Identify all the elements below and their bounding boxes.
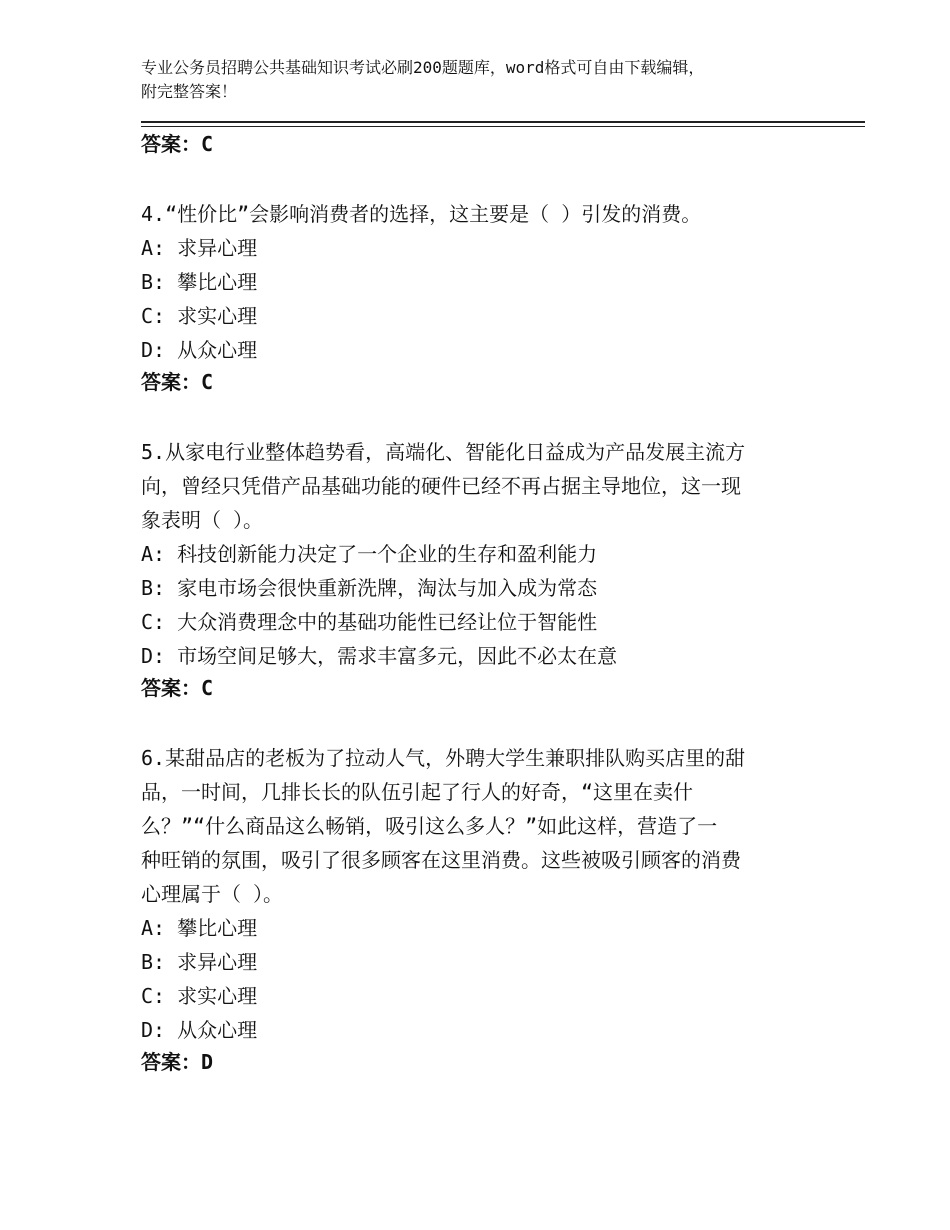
- header-rule-thick: [141, 121, 865, 123]
- option-letter: A:: [141, 542, 166, 566]
- question-stem-line: 心理属于（ ）。: [141, 882, 284, 906]
- question-answer: 答案：C: [141, 370, 214, 394]
- option-text: 家电市场会很快重新洗牌，淘汰与加入成为常态: [177, 576, 598, 600]
- question-stem-line: 向，曾经只凭借产品基础功能的硬件已经不再占据主导地位，这一现: [141, 474, 741, 498]
- option-text: 求异心理: [177, 950, 258, 974]
- option-b: [141, 945, 821, 979]
- option-text: 大众消费理念中的基础功能性已经让位于智能性: [177, 610, 598, 634]
- option-d: [141, 639, 821, 673]
- header-line-1: 专业公务员招聘公共基础知识考试必刷200题题库，word格式可自由下载编辑，: [141, 58, 705, 77]
- option-text: 求异心理: [177, 236, 258, 260]
- page-header: [141, 56, 841, 104]
- question-answer: 答案：D: [141, 1050, 214, 1074]
- option-text: 从众心理: [177, 1018, 258, 1042]
- option-b: [141, 571, 821, 605]
- option-text: 求实心理: [177, 304, 258, 328]
- question-stem-line: 4.“性价比”会影响消费者的选择，这主要是（ ）引发的消费。: [141, 202, 702, 226]
- option-text: 求实心理: [177, 984, 258, 1008]
- question-stem-line: 5.从家电行业整体趋势看，高端化、智能化日益成为产品发展主流方: [141, 440, 746, 464]
- option-text: 从众心理: [177, 338, 258, 362]
- option-letter: D:: [141, 338, 166, 362]
- option-a: [141, 231, 821, 265]
- option-text: 市场空间足够大，需求丰富多元，因此不必太在意: [177, 644, 618, 668]
- option-text: 科技创新能力决定了一个企业的生存和盈利能力: [177, 542, 598, 566]
- option-letter: C:: [141, 304, 166, 328]
- option-c: [141, 605, 821, 639]
- option-letter: A:: [141, 236, 166, 260]
- option-text: 攀比心理: [177, 916, 258, 940]
- question-stem-line: 象表明（ ）。: [141, 508, 264, 532]
- question-stem-line: 种旺销的氛围，吸引了很多顾客在这里消费。这些被吸引顾客的消费: [141, 848, 741, 872]
- option-letter: B:: [141, 950, 166, 974]
- option-letter: A:: [141, 916, 166, 940]
- option-c: [141, 299, 821, 333]
- option-d: [141, 333, 821, 367]
- option-letter: C:: [141, 610, 166, 634]
- option-a: [141, 911, 821, 945]
- question-4: [141, 197, 821, 397]
- question-stem-line: 品，一时间，几排长长的队伍引起了行人的好奇，“这里在卖什: [141, 780, 694, 804]
- question-5: [141, 435, 821, 703]
- option-c: [141, 979, 821, 1013]
- option-letter: D:: [141, 644, 166, 668]
- option-letter: C:: [141, 984, 166, 1008]
- question-answer: 答案：C: [141, 676, 214, 700]
- option-letter: D:: [141, 1018, 166, 1042]
- header-line-2: 附完整答案！: [141, 82, 238, 101]
- option-a: [141, 537, 821, 571]
- option-b: [141, 265, 821, 299]
- option-letter: B:: [141, 576, 166, 600]
- question-6: [141, 741, 821, 1077]
- option-letter: B:: [141, 270, 166, 294]
- question-list: [141, 129, 821, 1077]
- question-stem-line: 么？”“什么商品这么畅销，吸引这么多人？”如此这样，营造了一: [141, 814, 718, 838]
- question-stem-line: 6.某甜品店的老板为了拉动人气，外聘大学生兼职排队购买店里的甜: [141, 746, 746, 770]
- option-d: [141, 1013, 821, 1047]
- header-rule-thin: [141, 126, 865, 127]
- previous-answer: 答案：C: [141, 132, 214, 156]
- option-text: 攀比心理: [177, 270, 258, 294]
